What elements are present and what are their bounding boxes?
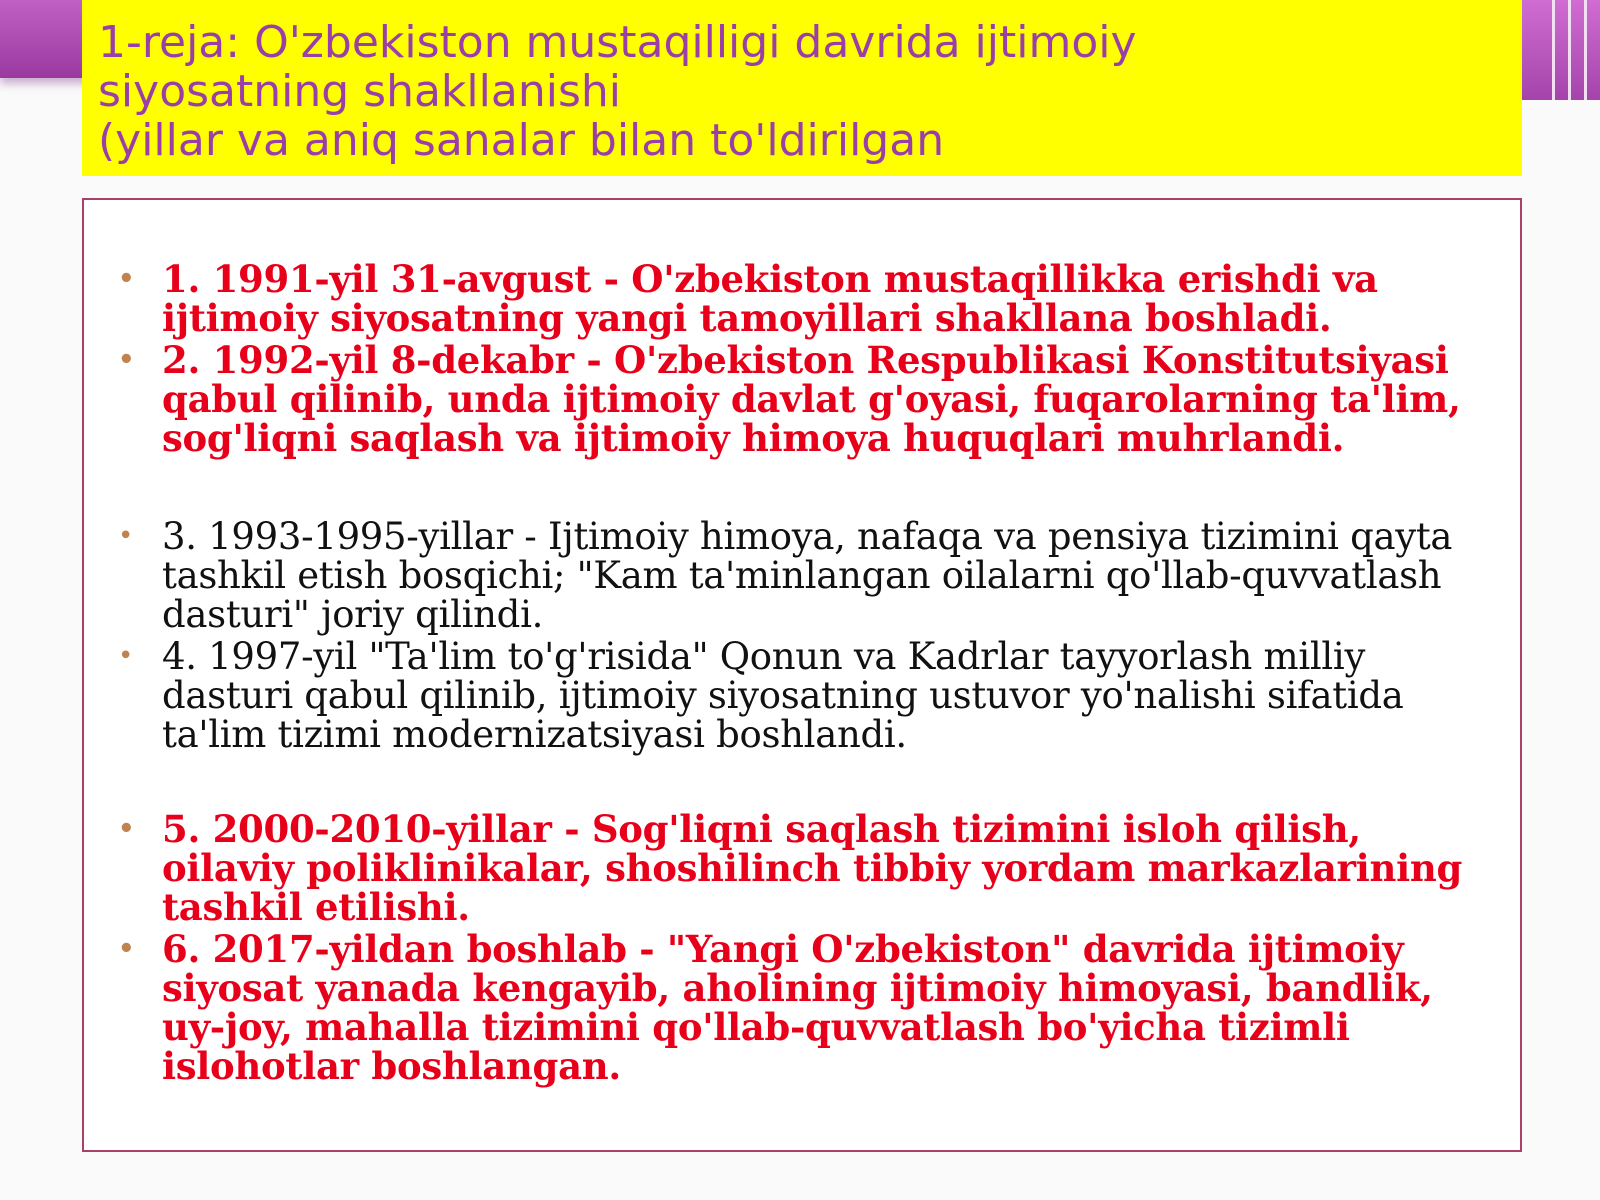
slide-title-box <box>82 0 1522 176</box>
bullet-icon: • <box>118 521 134 551</box>
bullet-icon: • <box>118 345 135 375</box>
decorative-stripe <box>1552 0 1555 100</box>
timeline-item-text: 2. 1992-yil 8-dekabr - O'zbekiston Respublikasi Konstitutsiyasi qabul qilinib, unda ijtimoiy davlat g'oyasi, fuqarolarning ta'lim, sog'liqni saqlash va ijtimoiy himoya huquqlari muhrlandi. <box>162 338 1461 460</box>
timeline-item-1 <box>118 257 1502 340</box>
decorative-stripe <box>1568 0 1571 100</box>
timeline-item-text: 1. 1991-yil 31-avgust - O'zbekiston mustaqillikka erishdi va ijtimoiy siyosatning yangi tamoyillari shakllana boshladi. <box>162 257 1378 340</box>
decorative-bar-left <box>0 0 90 78</box>
timeline-item-3 <box>118 515 1502 636</box>
timeline-item-5 <box>118 807 1502 929</box>
bullet-icon: • <box>118 641 134 671</box>
slide-title-line-2: siyosatning shakllanishi <box>98 66 621 117</box>
decorative-stripe <box>1584 0 1587 100</box>
bullet-icon: • <box>118 814 135 844</box>
bullet-icon: • <box>118 264 135 294</box>
timeline-item-4 <box>118 635 1502 756</box>
timeline-item-6 <box>118 927 1502 1088</box>
slide-title-line-3: (yillar va aniq sanalar bilan to'ldirilgan <box>98 115 945 166</box>
timeline-item-text: 5. 2000-2010-yillar - Sog'liqni saqlash tizimini isloh qilish, oilaviy poliklinikalar, shoshilinch tibbiy yordam markazlarining tashkil etilishi. <box>162 807 1463 929</box>
timeline-item-text: 4. 1997-yil "Ta'lim to'g'risida" Qonun va Kadrlar tayyorlash milliy dasturi qabul qilinib, ijtimoiy siyosatning ustuvor yo'nalishi sifatida ta'lim tizimi modernizatsiyasi boshlandi. <box>162 635 1404 756</box>
slide-title-line-1: 1-reja: O'zbekiston mustaqilligi davrida ijtimoiy <box>98 17 1137 68</box>
timeline-item-text: 6. 2017-yildan boshlab - "Yangi O'zbekiston" davrida ijtimoiy siyosat yanada kengayib, aholining ijtimoiy himoyasi, bandlik, uy-joy, mahalla tizimini qo'llab-quvvatlash bo'yicha tizimli islohotlar boshlangan. <box>162 927 1433 1088</box>
bullet-icon: • <box>118 934 135 964</box>
content-box <box>82 198 1522 1152</box>
timeline-item-2 <box>118 338 1502 460</box>
timeline-item-text: 3. 1993-1995-yillar - Ijtimoiy himoya, nafaqa va pensiya tizimini qayta tashkil etish bosqichi; "Kam ta'minlangan oilalarni qo'llab-quvvatlash dasturi" joriy qilindi. <box>162 515 1453 636</box>
slide-title <box>98 18 1506 165</box>
